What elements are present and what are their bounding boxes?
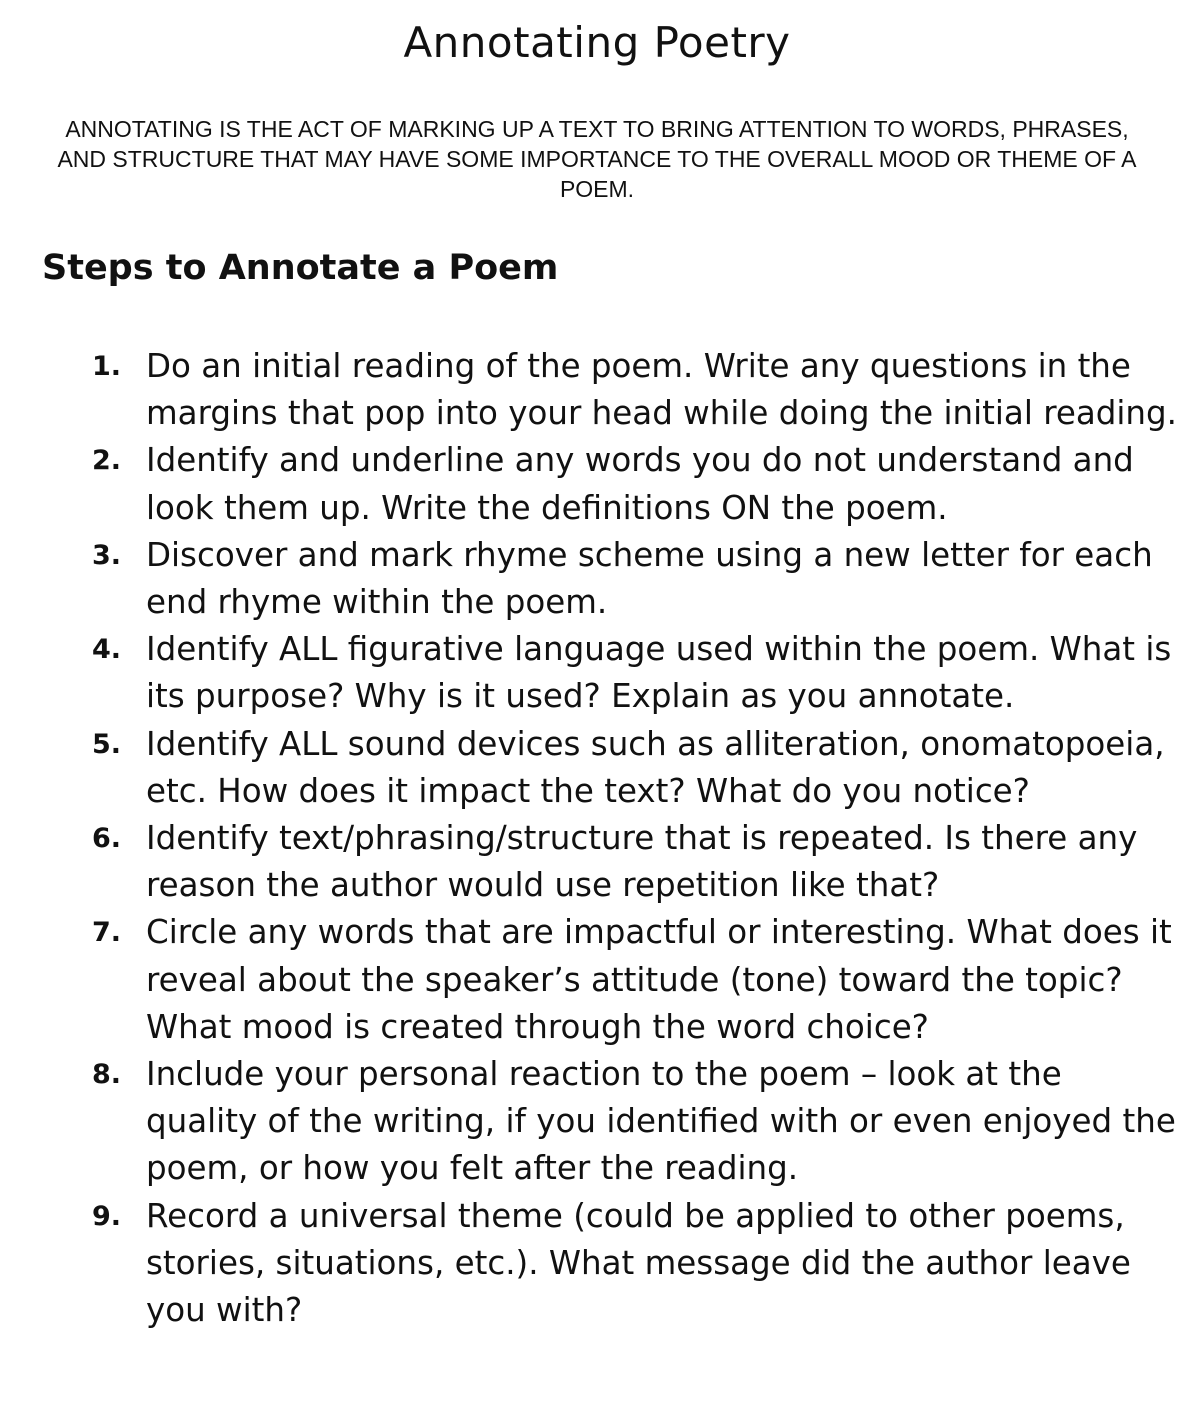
step-text: Discover and mark rhyme scheme using a new letter for each end rhyme within the poem. xyxy=(146,535,1153,622)
step-number: 5. xyxy=(92,728,122,760)
step-number: 2. xyxy=(92,445,122,477)
page-title: Annotating Poetry xyxy=(403,18,791,67)
steps-list xyxy=(92,343,1177,1334)
step-text: Identify and underline any words you do not understand and look them up. Write the definitions ON the poem. xyxy=(146,441,1134,527)
step-number: 8. xyxy=(92,1059,122,1091)
step-item xyxy=(92,1193,1177,1335)
step-text: Record a universal theme (could be applied to other poems, stories, situations, etc.). What message did the author leave you with? xyxy=(146,1196,1131,1330)
step-item xyxy=(92,815,1177,909)
step-item xyxy=(92,437,1177,531)
step-number: 3. xyxy=(92,539,122,571)
step-item xyxy=(92,343,1177,437)
step-number: 4. xyxy=(92,634,122,666)
section-heading: Steps to Annotate a Poem xyxy=(42,248,559,288)
step-number: 1. xyxy=(92,351,122,382)
step-text: Circle any words that are impactful or interesting. What does it reveal about the speaker’s attitude (tone) toward the topic? What mood is created through the word choice? xyxy=(146,913,1172,1046)
step-text: Identify text/phrasing/structure that is repeated. Is there any reason the author would use repetition like that? xyxy=(146,819,1138,905)
step-number: 6. xyxy=(92,823,122,855)
step-text: Identify ALL sound devices such as alliteration, onomatopoeia, etc. How does it impact the text? What do you notice? xyxy=(146,724,1165,810)
step-item xyxy=(92,721,1177,815)
step-item xyxy=(92,909,1177,1051)
step-text: Include your personal reaction to the poem – look at the quality of the writing, if you identified with or even enjoyed the poem, or how you felt after the reading. xyxy=(146,1055,1176,1188)
step-text: Do an initial reading of the poem. Write any questions in the margins that pop into your head while doing the initial reading. xyxy=(146,347,1177,433)
step-number: 7. xyxy=(92,917,122,949)
intro-paragraph: ANNOTATING IS THE ACT OF MARKING UP A TEXT TO BRING ATTENTION TO WORDS, PHRASES, AND STRUCTURE THAT MAY HAVE SOME IMPORTANCE TO THE OVERALL MOOD OR THEME OF A POEM. xyxy=(57,116,1137,202)
step-number: 9. xyxy=(92,1200,122,1232)
step-item xyxy=(92,1051,1177,1193)
step-item xyxy=(92,532,1177,626)
step-text: Identify ALL figurative language used within the poem. What is its purpose? Why is it used? Explain as you annotate. xyxy=(146,630,1172,716)
step-item xyxy=(92,626,1177,720)
